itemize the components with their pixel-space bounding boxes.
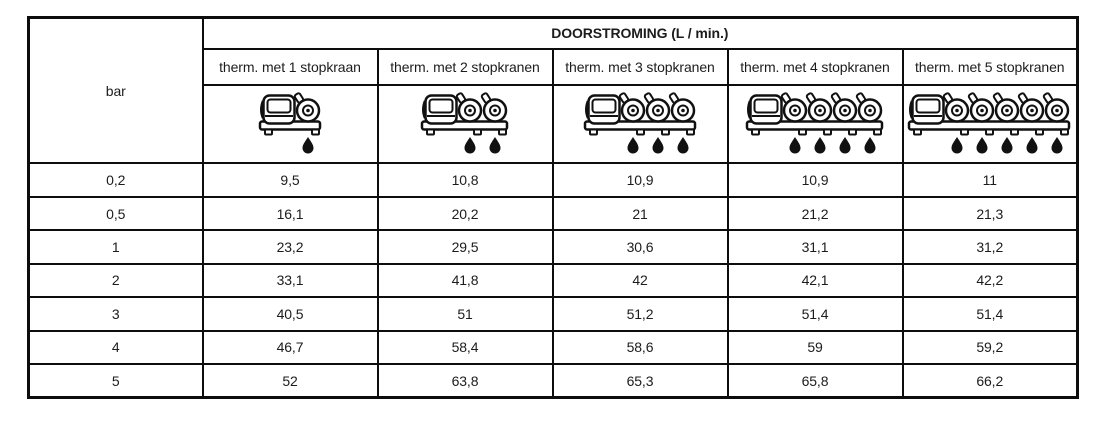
flow-cell: 42 — [553, 264, 728, 297]
flow-cell: 31,2 — [903, 230, 1078, 263]
water-drop-icon — [465, 137, 476, 154]
thermostatic-mixer-1-tap-icon — [258, 90, 323, 156]
thermostatic-mixer-5-taps-icon — [907, 90, 1072, 156]
pressure-cell: 0,2 — [29, 163, 203, 196]
water-drop-icon — [302, 137, 313, 154]
water-drop-icon — [1027, 137, 1038, 154]
thermostatic-mixer-5-taps-icon — [907, 90, 1072, 156]
column-header-5-stopkranen: therm. met 5 stopkranen — [903, 49, 1078, 85]
table-row — [29, 197, 1078, 230]
flow-cell: 11 — [903, 163, 1078, 196]
table-row — [29, 230, 1078, 263]
flow-cell: 23,2 — [203, 230, 378, 263]
pressure-cell: 0,5 — [29, 197, 203, 230]
flow-cell: 41,8 — [378, 264, 553, 297]
table-row — [29, 297, 1078, 330]
water-drop-icon — [677, 137, 688, 154]
water-drop-icon — [952, 137, 963, 154]
pressure-cell: 4 — [29, 331, 203, 364]
thermostatic-mixer-4-taps-icon — [745, 90, 885, 156]
water-drop-icon — [1052, 137, 1063, 154]
flow-cell: 58,4 — [378, 331, 553, 364]
flow-cell: 51,4 — [903, 297, 1078, 330]
flow-cell: 10,9 — [728, 163, 903, 196]
water-drop-icon — [977, 137, 988, 154]
flow-cell: 66,2 — [903, 364, 1078, 397]
flow-cell: 65,8 — [728, 364, 903, 397]
flow-cell: 58,6 — [553, 331, 728, 364]
thermostatic-mixer-2-taps-icon — [420, 90, 510, 156]
valve-icon-cell — [553, 85, 728, 163]
table-title: DOORSTROMING (L / min.) — [203, 18, 1078, 49]
title-row — [29, 18, 1078, 49]
thermostatic-mixer-3-taps-icon — [583, 90, 698, 156]
water-drop-icon — [790, 137, 801, 154]
column-header-4-stopkranen: therm. met 4 stopkranen — [728, 49, 903, 85]
flow-cell: 29,5 — [378, 230, 553, 263]
flow-cell: 42,2 — [903, 264, 1078, 297]
table-row — [29, 364, 1078, 397]
flow-cell: 21,3 — [903, 197, 1078, 230]
flow-cell: 20,2 — [378, 197, 553, 230]
thermostatic-mixer-3-taps-icon — [583, 90, 698, 156]
flow-cell: 40,5 — [203, 297, 378, 330]
flow-cell: 30,6 — [553, 230, 728, 263]
thermostatic-mixer-4-taps-icon — [745, 90, 885, 156]
pressure-cell: 5 — [29, 364, 203, 397]
flow-cell: 65,3 — [553, 364, 728, 397]
column-header-1-stopkraan: therm. met 1 stopkraan — [203, 49, 378, 85]
valve-icon-cell — [728, 85, 903, 163]
water-drop-icon — [815, 137, 826, 154]
flow-cell: 21 — [553, 197, 728, 230]
flow-cell: 52 — [203, 364, 378, 397]
thermostatic-mixer-1-taps-icon — [258, 90, 323, 156]
water-drop-icon — [652, 137, 663, 154]
valve-icon-cell — [903, 85, 1078, 163]
flow-cell: 63,8 — [378, 364, 553, 397]
column-header-2-stopkranen: therm. met 2 stopkranen — [378, 49, 553, 85]
water-drop-icon — [627, 137, 638, 154]
flow-cell: 33,1 — [203, 264, 378, 297]
thermostatic-mixer-2-taps-icon — [420, 90, 510, 156]
flow-cell: 16,1 — [203, 197, 378, 230]
valve-icon-cell — [203, 85, 378, 163]
flow-cell: 31,1 — [728, 230, 903, 263]
flow-cell: 42,1 — [728, 264, 903, 297]
flow-cell: 59 — [728, 331, 903, 364]
flow-cell: 9,5 — [203, 163, 378, 196]
table-row — [29, 163, 1078, 196]
pressure-cell: 3 — [29, 297, 203, 330]
water-drop-icon — [840, 137, 851, 154]
table-row — [29, 331, 1078, 364]
water-drop-icon — [865, 137, 876, 154]
flow-cell: 10,9 — [553, 163, 728, 196]
flow-cell: 10,8 — [378, 163, 553, 196]
flow-rate-table — [27, 16, 1079, 399]
flow-cell: 51,2 — [553, 297, 728, 330]
table-row — [29, 264, 1078, 297]
flow-cell: 51 — [378, 297, 553, 330]
column-header-3-stopkranen: therm. met 3 stopkranen — [553, 49, 728, 85]
flow-cell: 51,4 — [728, 297, 903, 330]
water-drop-icon — [1002, 137, 1013, 154]
flow-cell: 46,7 — [203, 331, 378, 364]
pressure-cell: 1 — [29, 230, 203, 263]
flow-cell: 21,2 — [728, 197, 903, 230]
flow-cell: 59,2 — [903, 331, 1078, 364]
pressure-cell: 2 — [29, 264, 203, 297]
valve-icon-cell — [378, 85, 553, 163]
pressure-unit-header: bar — [29, 18, 203, 164]
water-drop-icon — [490, 137, 501, 154]
